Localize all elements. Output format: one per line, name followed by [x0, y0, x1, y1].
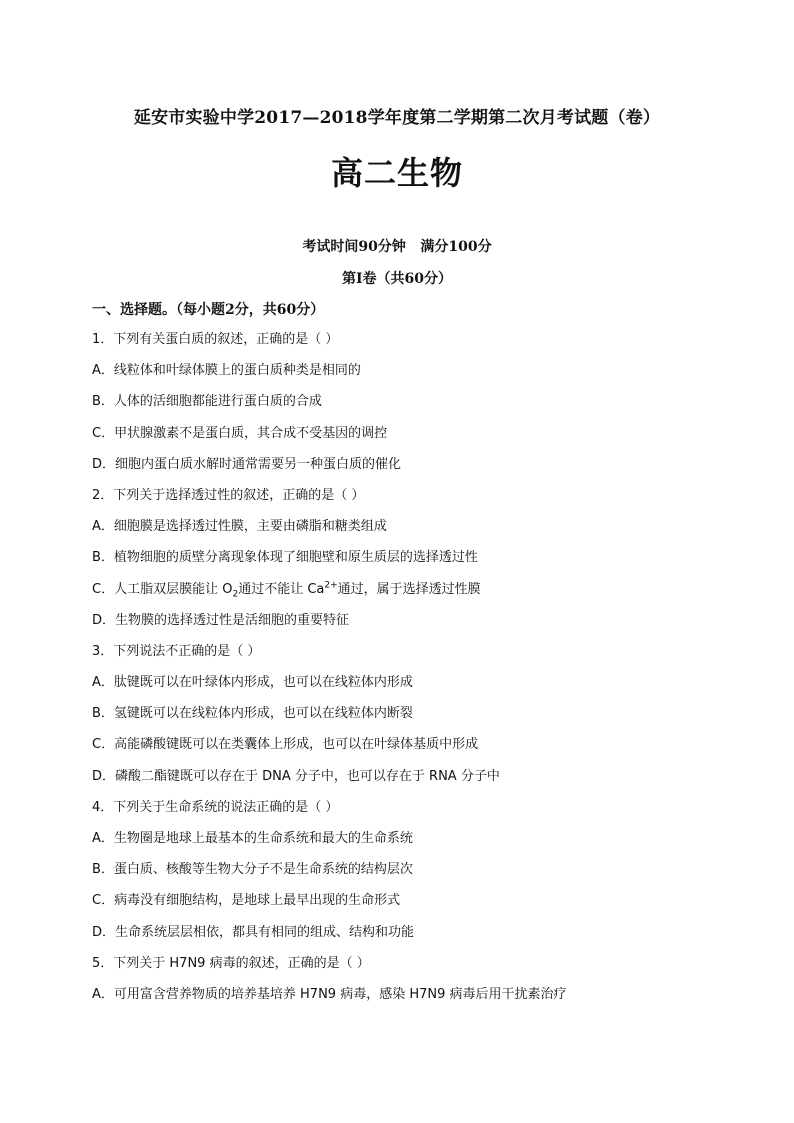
- exam-info: 考试时间90分钟 满分100分: [302, 239, 492, 255]
- superscript: 2+: [324, 580, 338, 591]
- school-title: 延安市实验中学2017—2018学年度第二学期第二次月考试题（卷）: [133, 108, 661, 128]
- option-line: D．细胞内蛋白质水解时通常需要另一种蛋白质的催化: [92, 456, 402, 472]
- option-line: B．蛋白质、核酸等生物大分子不是生命系统的结构层次: [92, 862, 413, 878]
- question-line: 2．下列关于选择透过性的叙述，正确的是（ ）: [92, 487, 365, 503]
- option-line: [92, 580, 732, 611]
- subject-title: 高二生物: [330, 154, 463, 192]
- question-line: 1．下列有关蛋白质的叙述，正确的是（ ）: [92, 332, 339, 347]
- option-line: A．细胞膜是选择透过性膜，主要由磷脂和糖类组成: [92, 519, 387, 535]
- option-line: B．植物细胞的质壁分离现象体现了细胞壁和原生质层的选择透过性: [92, 550, 478, 566]
- option-text: C．人工脂双层膜能让 O: [92, 581, 233, 597]
- volume-title: 第Ⅰ卷（共60分）: [341, 271, 453, 287]
- option-line: C．甲状腺激素不是蛋白质，其合成不受基因的调控: [92, 425, 388, 441]
- option-line: B．氢键既可以在线粒体内形成，也可以在线粒体内断裂: [92, 706, 413, 722]
- option-line: A．生物圈是地球上最基本的生命系统和最大的生命系统: [92, 831, 413, 846]
- question-line: 3．下列说法不正确的是（ ）: [92, 643, 261, 659]
- section-title: 一、选择题。（每小题2分，共60分）: [92, 302, 325, 318]
- option-line: B．人体的活细胞都能进行蛋白质的合成: [92, 394, 322, 410]
- question-list: [92, 330, 732, 1016]
- option-line: A．线粒体和叶绿体膜上的蛋白质种类是相同的: [92, 363, 361, 379]
- option-text: 通过，属于选择透过性膜: [337, 581, 481, 597]
- question-line: 5．下列关于 H7N9 病毒的叙述，正确的是（ ）: [92, 955, 370, 971]
- option-line: C．病毒没有细胞结构，是地球上最早出现的生命形式: [92, 893, 401, 909]
- subscript: 2: [232, 589, 239, 600]
- option-line: C．高能磷酸键既可以在类囊体上形成，也可以在叶绿体基质中形成: [92, 737, 479, 753]
- option-line: D．生命系统层层相依，都具有相同的组成、结构和功能: [92, 924, 415, 940]
- option-line: D．磷酸二酯键既可以存在于 DNA 分子中，也可以存在于 RNA 分子中: [92, 768, 500, 784]
- option-line: D．生物膜的选择透过性是活细胞的重要特征: [92, 612, 350, 628]
- question-line: 4．下列关于生命系统的说法正确的是（ ）: [92, 799, 339, 815]
- option-line: A．可用富含营养物质的培养基培养 H7N9 病毒，感染 H7N9 病毒后用干扰素治疗: [92, 986, 567, 1002]
- option-text: 通过不能让 Ca: [238, 581, 325, 597]
- option-line: A．肽键既可以在叶绿体内形成，也可以在线粒体内形成: [92, 675, 413, 691]
